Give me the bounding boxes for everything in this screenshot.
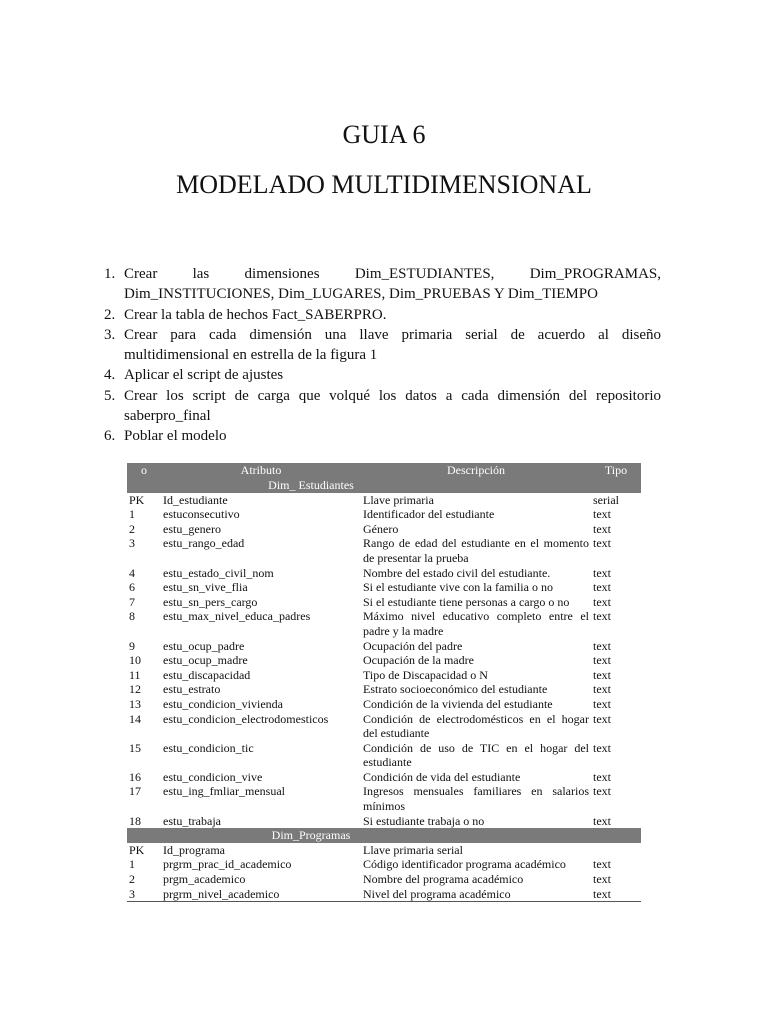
cell-attribute: prgrm_prac_id_academico [163,857,292,872]
section-header-row [127,478,641,493]
section-header-row [127,828,641,843]
table-row [127,653,641,668]
cell-type: text [593,667,611,682]
cell-attribute: estu_sn_vive_flia [163,580,248,595]
cell-type: text [593,886,611,901]
cell-type: text [593,521,611,536]
step-text: Poblar el modelo [124,428,227,445]
table-row [127,887,641,902]
cell-type: text [593,594,611,609]
table-header [127,463,641,478]
cell-attribute: estu_condicion_tic [163,740,254,755]
step-text-continued: saberpro_final [124,408,211,425]
cell-type: text [593,872,611,887]
cell-id: 3 [129,536,135,551]
cell-id: PK [129,842,145,857]
cell-id: 1 [129,507,135,522]
col-header-descripcion: Descripción [361,463,591,478]
page-subtitle: MODELADO MULTIDIMENSIONAL [176,170,592,199]
table-row [127,566,641,581]
cell-description: Condición de vida del estudiante [363,769,521,784]
cell-type: text [593,653,611,668]
cell-id: 1 [129,857,135,872]
cell-type: text [593,711,611,726]
step-item [104,426,661,446]
cell-id: 11 [129,667,141,682]
cell-attribute: Id_programa [163,842,225,857]
cell-type: text [593,769,611,784]
cell-attribute: estu_condicion_vivienda [163,696,283,711]
table-body [127,478,641,902]
cell-attribute: estu_estrato [163,682,221,697]
step-text: Crear las dimensiones Dim_ESTUDIANTES, Dim_PROGRAMAS, [124,266,661,282]
cell-description: Ingresos mensuales familiares en salarios mínimos [363,784,589,814]
table-row [127,770,641,785]
cell-id: 16 [129,769,141,784]
cell-id: 2 [129,521,135,536]
cell-type: serial [593,492,619,507]
cell-attribute: estu_genero [163,521,221,536]
cell-description: Condición de uso de TIC en el hogar del estudiante [363,740,589,770]
cell-type: text [593,784,611,799]
table-row [127,784,641,813]
cell-description: Rango de edad del estudiante en el momento de presentar la prueba [363,536,589,565]
table-row [127,682,641,697]
cell-attribute: estu_estado_civil_nom [163,565,274,580]
cell-description: Llave primaria serial [363,842,463,857]
table-row [127,595,641,610]
cell-attribute: estu_max_nivel_educa_padres [163,609,311,624]
cell-id: PK [129,492,145,507]
cell-description: Tipo de Discapacidad o N [363,667,488,682]
step-text: Crear la tabla de hechos Fact_SABERPRO. [124,306,387,323]
step-item [104,325,661,366]
cell-attribute: estu_rango_edad [163,536,245,551]
table-row [127,668,641,683]
cell-attribute: prgm_academico [163,872,246,887]
cell-description: Ocupación del padre [363,638,463,653]
table-row [127,814,641,829]
table-row [127,697,641,712]
cell-type [591,843,641,858]
cell-description: Estrato socioeconómico del estudiante [363,682,548,697]
cell-id: 3 [129,886,135,901]
cell-id: 10 [129,653,141,668]
attributes-table [127,463,641,902]
section-title: Dim_ Estudiantes [161,478,641,493]
cell-type: text [593,638,611,653]
cell-id: 6 [129,580,135,595]
cell-type: text [593,740,611,755]
step-text: Crear los script de carga que volqué los datos a cada dimensión del repositorio [124,387,661,404]
step-number: 1. [104,266,116,282]
cell-attribute: prgrm_nivel_academico [163,886,280,901]
cell-attribute: estu_discapacidad [163,667,251,682]
table-row [127,536,641,565]
cell-id: 13 [129,696,141,711]
page-title: GUIA 6 [342,120,426,149]
step-number: 3. [104,326,116,343]
cell-id: 18 [129,813,141,828]
cell-description: Máximo nivel educativo completo entre el padre y la madre [363,609,589,638]
cell-attribute: estuconsecutivo [163,507,240,522]
cell-description: Si estudiante trabaja o no [363,813,485,828]
cell-id: 9 [129,638,135,653]
cell-type: text [593,536,611,551]
cell-id: 15 [129,740,141,755]
cell-description: Llave primaria [363,492,434,507]
step-number: 4. [104,367,116,384]
step-item [104,264,661,305]
table-row [127,580,641,595]
cell-attribute: estu_trabaja [163,813,221,828]
cell-id: 4 [129,565,135,580]
cell-attribute: estu_ocup_padre [163,638,245,653]
cell-attribute: estu_condicion_electrodomesticos [163,711,329,726]
col-header-tipo: Tipo [591,463,641,478]
cell-description: Condición de electrodomésticos en el hogar del estudiante [363,711,589,741]
cell-type: text [593,696,611,711]
cell-description: Si el estudiante tiene personas a cargo o no [363,594,570,609]
cell-id: 17 [129,784,141,799]
col-header-num: o [127,463,161,478]
cell-description: Identificador del estudiante [363,507,495,522]
cell-id: 14 [129,711,141,726]
cell-type: text [593,857,611,872]
steps-list [104,264,661,447]
cell-id: 7 [129,594,135,609]
step-number: 2. [104,306,116,323]
step-number: 6. [104,428,116,445]
step-item [104,305,661,325]
step-text: Aplicar el script de ajustes [124,367,284,384]
table-row [127,712,641,741]
cell-attribute: estu_sn_pers_cargo [163,594,258,609]
table-row [127,741,641,770]
step-item [104,386,661,427]
table-row [127,507,641,522]
cell-description: Condición de la vivienda del estudiante [363,696,553,711]
cell-type: text [593,507,611,522]
cell-attribute: estu_ing_fmliar_mensual [163,784,285,799]
col-header-atributo: Atributo [161,463,361,478]
cell-type: text [593,609,611,624]
cell-description: Nombre del estado civil del estudiante. [363,565,551,580]
section-title: Dim_Programas [161,828,641,843]
cell-description: Nombre del programa académico [363,872,524,887]
cell-description: Género [363,521,399,536]
table-row [127,639,641,654]
cell-attribute: estu_ocup_madre [163,653,248,668]
table-row [127,843,641,858]
cell-id: 12 [129,682,141,697]
cell-description: Código identificador programa académico [363,857,566,872]
cell-type: text [593,580,611,595]
cell-description: Si el estudiante vive con la familia o no [363,580,553,595]
cell-id: 2 [129,872,135,887]
cell-attribute: estu_condicion_vive [163,769,263,784]
cell-type: text [593,565,611,580]
table-row [127,857,641,872]
cell-id: 8 [129,609,135,624]
cell-description: Nivel del programa académico [363,886,511,901]
cell-attribute: Id_estudiante [163,492,228,507]
table-row [127,522,641,537]
table-row [127,493,641,508]
step-text-continued: multidimensional en estrella de la figura 1 [124,347,378,364]
cell-description: Ocupación de la madre [363,653,474,668]
cell-type: text [593,813,611,828]
table-row [127,609,641,638]
step-number: 5. [104,387,116,404]
step-text-continued: Dim_INSTITUCIONES, Dim_LUGARES, Dim_PRUEBAS Y Dim_TIEMPO [124,286,598,303]
cell-type: text [593,682,611,697]
step-item [104,365,661,385]
step-text: Crear para cada dimensión una llave primaria serial de acuerdo al diseño [124,326,661,343]
table-row [127,872,641,887]
